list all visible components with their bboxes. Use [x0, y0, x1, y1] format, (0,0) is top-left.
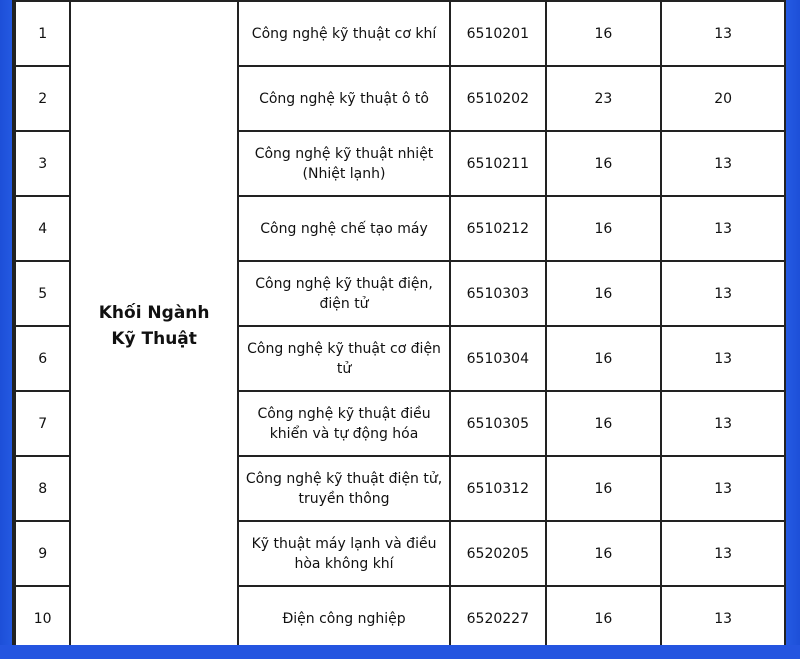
value-col-1: 16	[547, 392, 661, 455]
row-number: 1	[16, 2, 69, 65]
value-col-1: 16	[547, 587, 661, 650]
program-code: 6510211	[451, 132, 544, 195]
program-name: Công nghệ kỹ thuật nhiệt (Nhiệt lạnh)	[239, 132, 449, 195]
row-number: 7	[16, 392, 69, 455]
program-name: Công nghệ kỹ thuật cơ khí	[239, 2, 449, 65]
table-row	[16, 2, 784, 65]
program-code: 6520205	[451, 522, 544, 585]
program-code: 6510303	[451, 262, 544, 325]
value-col-1: 16	[547, 262, 661, 325]
value-col-2: 20	[662, 67, 784, 130]
value-col-1: 16	[547, 2, 661, 65]
group-label-line1: Khối Ngành	[98, 303, 210, 323]
program-code: 6510212	[451, 197, 544, 260]
value-col-1: 16	[547, 522, 661, 585]
row-number: 10	[16, 587, 69, 650]
value-col-2: 13	[662, 262, 784, 325]
program-name: Công nghệ kỹ thuật điện, điện tử	[239, 262, 449, 325]
program-name: Công nghệ kỹ thuật điện tử, truyền thông	[239, 457, 449, 520]
program-code: 6510304	[451, 327, 544, 390]
program-name: Công nghệ kỹ thuật cơ điện tử	[239, 327, 449, 390]
program-code: 6510305	[451, 392, 544, 455]
row-number: 9	[16, 522, 69, 585]
value-col-1: 16	[547, 457, 661, 520]
value-col-2: 13	[662, 392, 784, 455]
program-code: 6520227	[451, 587, 544, 650]
value-col-2: 13	[662, 457, 784, 520]
program-name: Công nghệ chế tạo máy	[239, 197, 449, 260]
value-col-2: 13	[662, 132, 784, 195]
program-name: Công nghệ kỹ thuật ô tô	[239, 67, 449, 130]
row-number: 2	[16, 67, 69, 130]
program-code: 6510201	[451, 2, 544, 65]
row-number: 8	[16, 457, 69, 520]
value-col-2: 13	[662, 327, 784, 390]
group-label-line2: Kỹ Thuật	[111, 329, 197, 349]
row-number: 6	[16, 327, 69, 390]
program-name: Kỹ thuật máy lạnh và điều hòa không khí	[239, 522, 449, 585]
row-number: 4	[16, 197, 69, 260]
program-name: Điện công nghiệp	[239, 587, 449, 650]
program-code: 6510202	[451, 67, 544, 130]
program-name: Công nghệ kỹ thuật điều khiển và tự động hóa	[239, 392, 449, 455]
background-strip	[0, 645, 800, 659]
row-number: 5	[16, 262, 69, 325]
value-col-1: 16	[547, 327, 661, 390]
value-col-2: 13	[662, 2, 784, 65]
row-number: 3	[16, 132, 69, 195]
program-table	[14, 0, 786, 652]
value-col-1: 23	[547, 67, 661, 130]
value-col-2: 13	[662, 197, 784, 260]
program-code: 6510312	[451, 457, 544, 520]
value-col-2: 13	[662, 587, 784, 650]
value-col-1: 16	[547, 132, 661, 195]
table-frame	[12, 0, 786, 645]
value-col-1: 16	[547, 197, 661, 260]
value-col-2: 13	[662, 522, 784, 585]
group-label	[71, 2, 237, 650]
